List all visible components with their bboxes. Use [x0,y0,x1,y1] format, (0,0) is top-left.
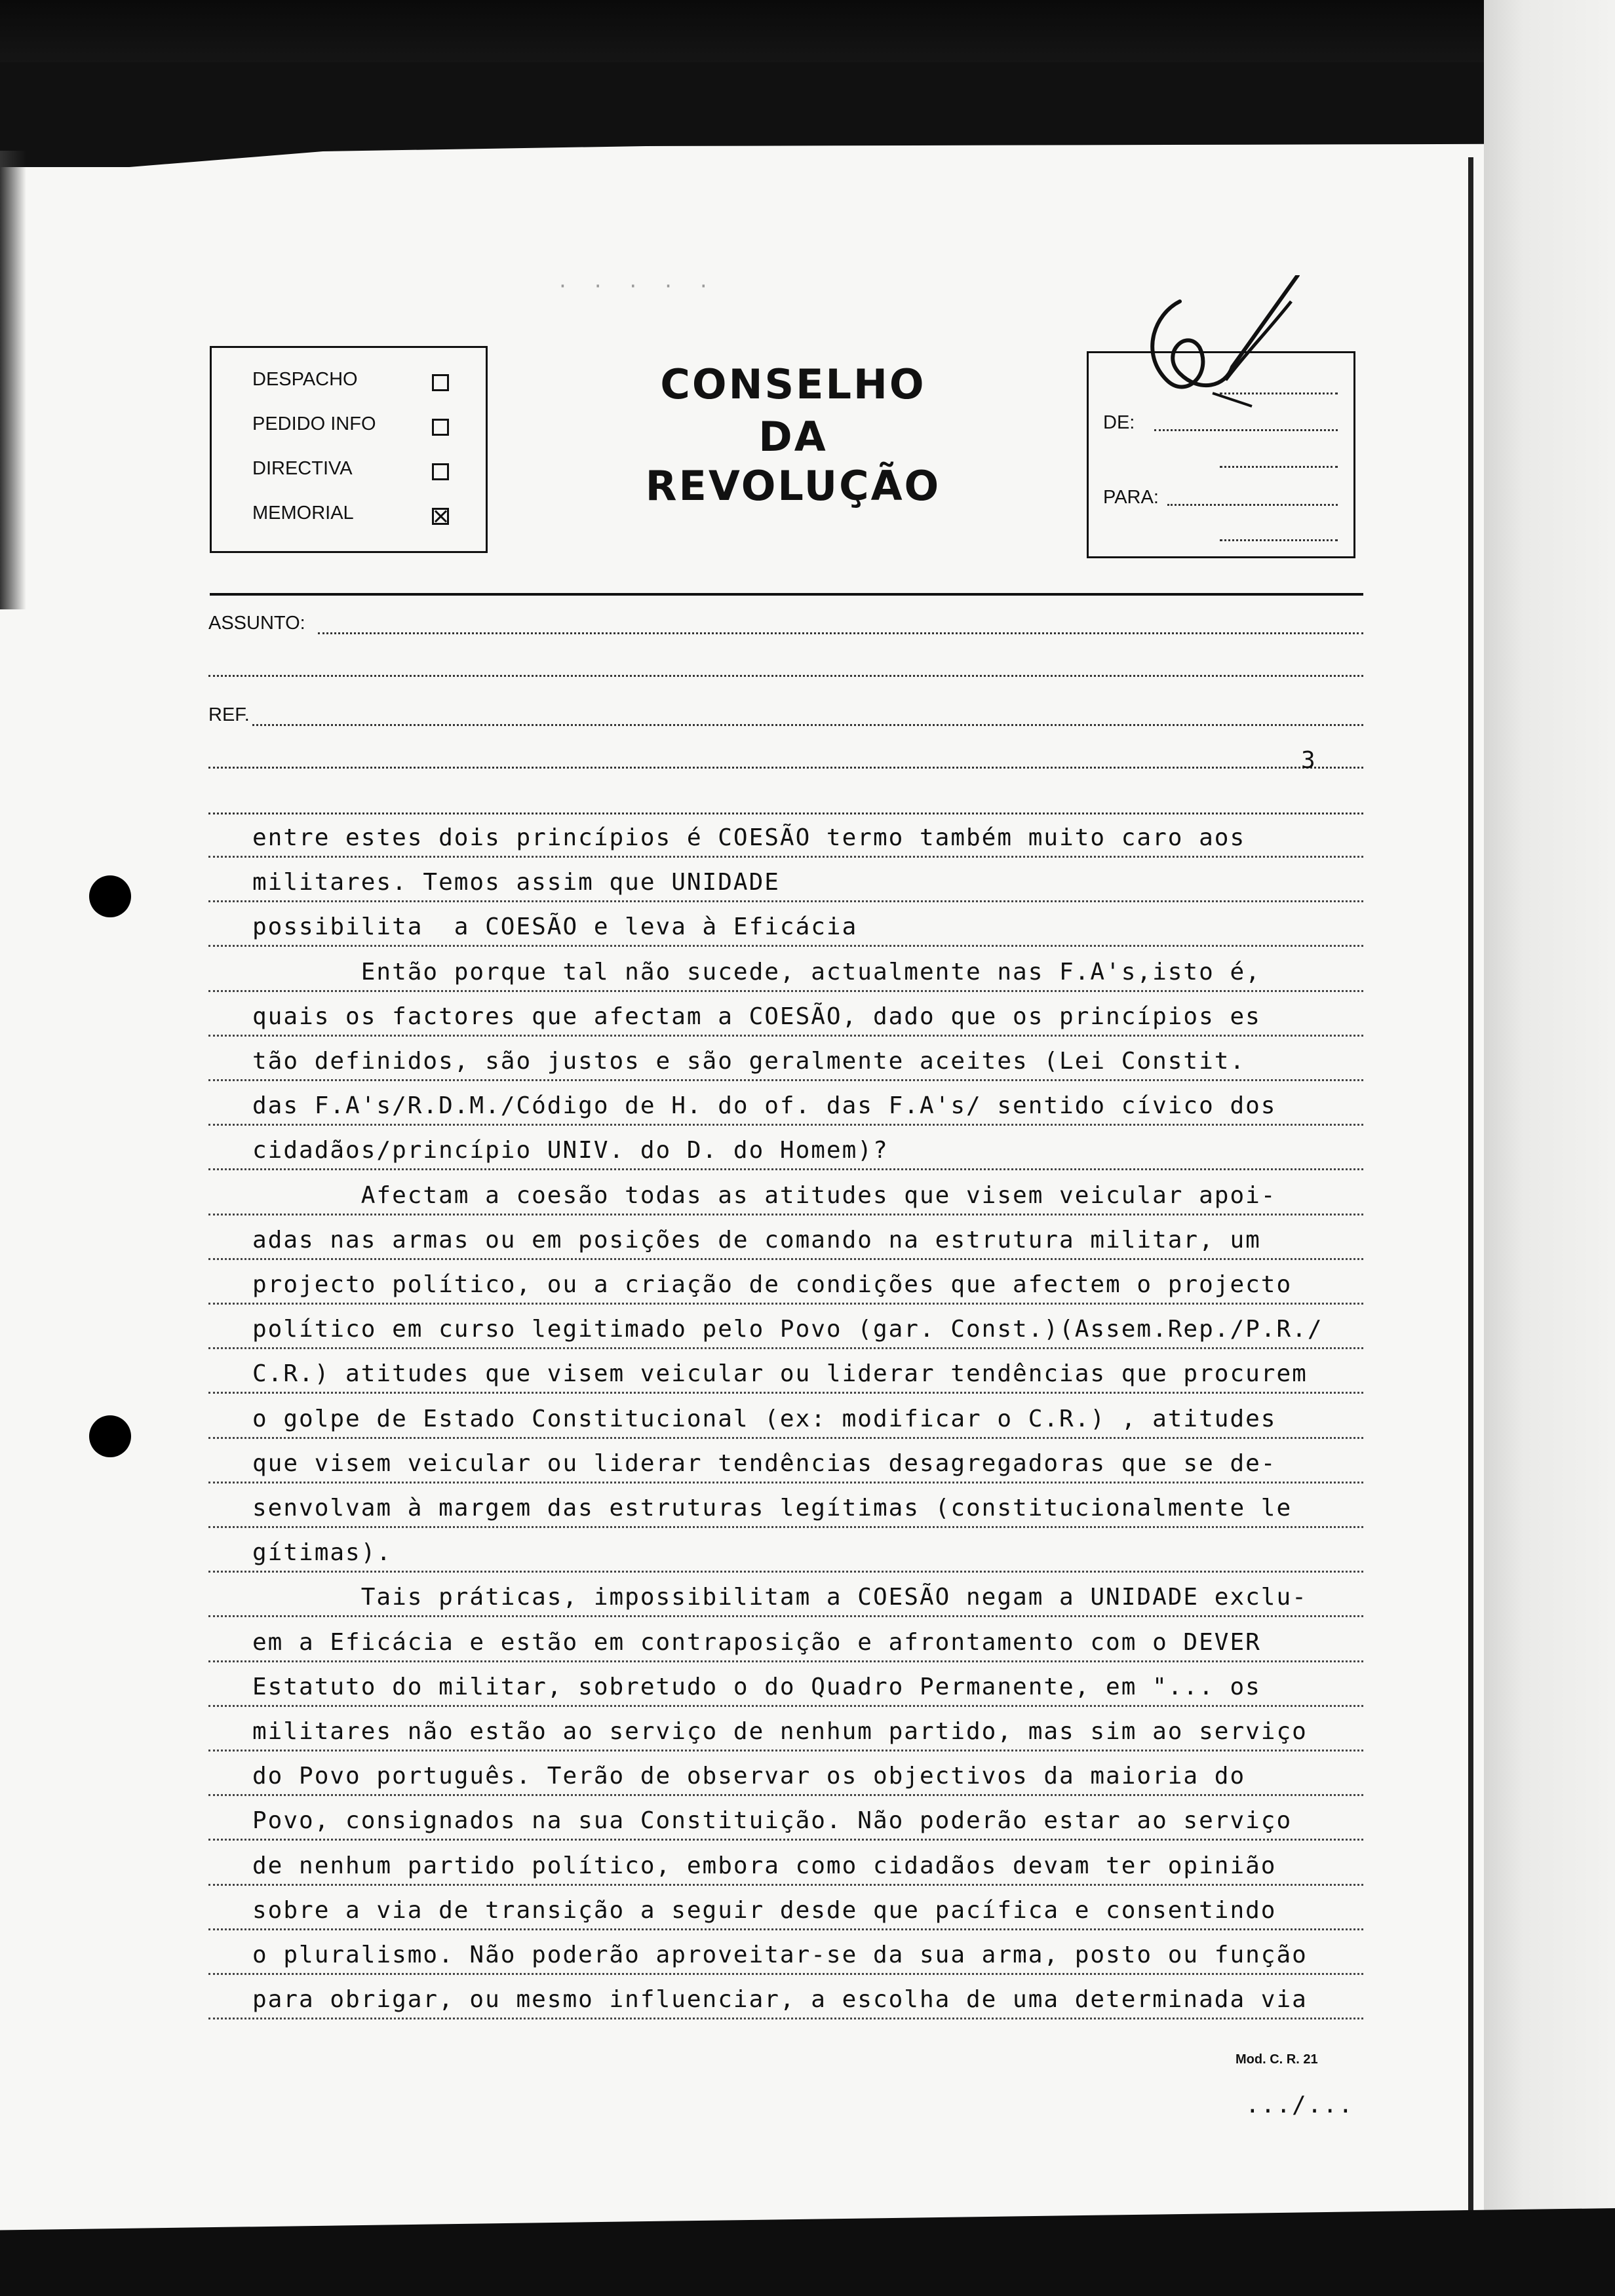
option-label: DESPACHO [252,369,358,390]
ruled-line [208,1347,1363,1349]
page-number: 3 [1301,747,1317,774]
ruled-line [208,1750,1363,1751]
ref-field[interactable] [252,724,1363,726]
option-directiva [252,458,353,480]
ruled-line [208,1482,1363,1483]
continuation-mark: .../... [1245,2092,1354,2118]
para-label: PARA: [1103,487,1159,508]
body-line: entre estes dois princípios é COESÃO termo também muito caro aos [252,824,1246,851]
body-line: tão definidos, são justos e são geralmente aceites (Lei Constit. [252,1048,1246,1075]
ruled-line [208,1571,1363,1573]
body-line: senvolvam à margem das estruturas legítimas (constitucionalmente le [252,1495,1293,1521]
addr-dotline [1220,539,1338,541]
checkbox-pedido-info[interactable] [432,419,449,436]
option-label: DIRECTIVA [252,458,353,479]
body-line: Afectam a coesão todas as atitudes que visem veicular apoi- [252,1181,1277,1209]
body-line: gítimas). [252,1539,393,1567]
body-line: que visem veicular ou liderar tendências desagregadoras que se de- [252,1449,1277,1477]
addr-dotline [1220,466,1338,468]
body-line: das F.A's/R.D.M./Código de H. do of. das F.A's/ sentido cívico dos [252,1092,1277,1120]
ruled-line [208,1392,1363,1394]
assunto-field-line-2[interactable] [208,675,1363,677]
de-label: DE: [1103,412,1135,433]
body-line: Povo, consignados na sua Constituição. Não poderão estar ao serviço [252,1807,1293,1835]
ruled-line [208,1214,1363,1215]
ruled-line [208,1839,1363,1841]
ruled-line [208,1079,1363,1081]
title-line-1: CONSELHO [660,360,926,408]
assunto-field[interactable] [318,632,1363,634]
body-line: cidadãos/princípio UNIV. do D. do Homem)? [252,1137,889,1164]
ruled-line [208,856,1363,858]
body-line: possibilita a COESÃO e leva à Eficácia [252,913,858,941]
punch-hole-bottom [89,1415,131,1457]
checkbox-memorial-checked[interactable] [432,508,449,525]
option-label: MEMORIAL [252,503,354,524]
ruled-line [208,1928,1363,1930]
body-line: quais os factores que afectam a COESÃO, dado que os princípios es [252,1003,1261,1030]
body-line: do Povo português. Terão de observar os objectivos da maioria do [252,1763,1246,1790]
body-line: Estatuto do militar, sobretudo o do Quadro Permanente, em "... os [252,1673,1261,1700]
faint-imprint: · · · · · [557,275,716,297]
option-memorial [252,503,354,524]
ruled-line [208,1884,1363,1886]
ruled-line [208,945,1363,947]
body-line: Então porque tal não sucede, actualmente nas F.A's,isto é, [252,958,1261,985]
body-line: projecto político, ou a criação de condições que afectem o projecto [252,1271,1293,1298]
ruled-line [208,1526,1363,1528]
ruled-line [208,1705,1363,1707]
document-type-box [210,346,488,553]
signature-scribble [1114,275,1311,465]
ruled-line [208,1124,1363,1126]
ruled-line [208,1794,1363,1796]
assunto-label: ASSUNTO: [208,613,305,634]
body-line: militares não estão ao serviço de nenhum partido, mas sim ao serviço [252,1718,1308,1745]
punch-hole-top [89,875,131,917]
checkbox-despacho[interactable] [432,374,449,391]
scan-border-right [1484,0,1615,2296]
body-line: de nenhum partido político, embora como cidadãos devam ter opinião [252,1852,1277,1879]
option-despacho [252,369,358,391]
scan-border-bottom [0,2208,1615,2296]
body-line: adas nas armas ou em posições de comando na estrutura militar, um [252,1226,1261,1253]
body-line: em a Eficácia e estão em contraposição e afrontamento com o DEVER [252,1628,1261,1656]
ruled-line [208,1303,1363,1305]
body-line: para obrigar, ou mesmo influenciar, a escolha de uma determinada via [252,1986,1308,2014]
body-line: C.R.) atitudes que visem veicular ou liderar tendências que procurem [252,1360,1308,1388]
checkbox-directiva[interactable] [432,463,449,480]
ruled-line [208,1035,1363,1037]
title-line-3: REVOLUÇÃO [645,462,941,510]
body-line: militares. Temos assim que UNIDADE [252,869,780,896]
body-line: político em curso legitimado pelo Povo (gar. Const.)(Assem.Rep./P.R./ [252,1316,1323,1343]
ref-label: REF. [208,704,250,725]
option-label: PEDIDO INFO [252,413,376,434]
body-line: Tais práticas, impossibilitam a COESÃO negam a UNIDADE exclu- [252,1584,1308,1611]
title-line-2: DA [758,413,828,461]
scan-shadow-left [0,151,26,609]
ruled-line [208,1660,1363,1662]
ruled-line [208,1437,1363,1439]
ruled-line [208,1168,1363,1170]
ruled-line [208,990,1363,992]
body-line: o pluralismo. Não poderão aproveitar-se da sua arma, posto ou função [252,1942,1308,1968]
ruled-line [208,1258,1363,1260]
paper-edge-right [1468,157,1473,2254]
ruled-line [208,1973,1363,1975]
scan-shadow-top [0,62,1615,167]
form-code: Mod. C. R. 21 [1236,2052,1318,2067]
scan-border-top [0,0,1615,62]
ruled-line [208,1615,1363,1617]
header-divider [210,593,1363,596]
ruled-line [208,2018,1363,2019]
para-field[interactable] [1167,504,1338,506]
ref-field-line-2[interactable] [208,767,1363,769]
ruled-line [208,900,1363,902]
body-line: sobre a via de transição a seguir desde que pacífica e consentindo [252,1896,1277,1924]
blank-line [208,813,1363,814]
body-line: o golpe de Estado Constitucional (ex: modificar o C.R.) , atitudes [252,1405,1277,1432]
option-pedido-info [252,413,376,435]
